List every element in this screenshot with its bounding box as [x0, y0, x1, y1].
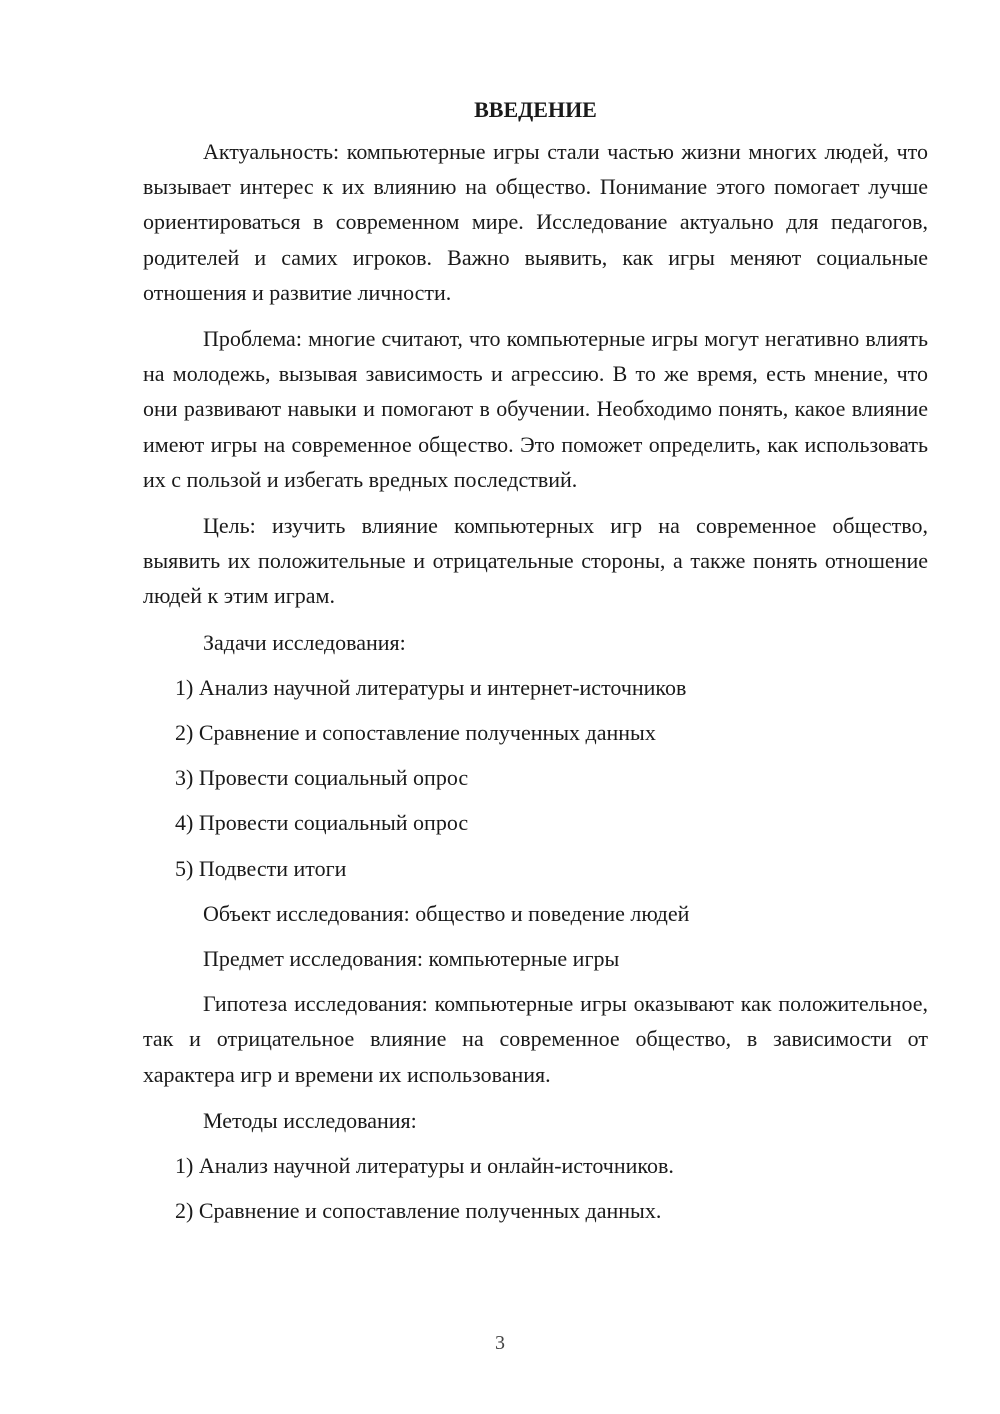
task-item: 5) Подвести итоги	[175, 855, 347, 881]
task-item: 1) Анализ научной литературы и интернет-источников	[175, 674, 687, 700]
subject-line: Предмет исследования: компьютерные игры	[203, 946, 620, 972]
relevance-paragraph: Актуальность: компьютерные игры стали частью жизни многих людей, что вызывает интерес к их влиянию на общество. Понимание этого помогает лучше ориентироваться в современном мире. Исследование актуально для педагогов, родителей и самих игроков. Важно выявить, как игры меняют социальные отношения и развитие личности.	[143, 139, 928, 305]
document-page	[143, 88, 928, 1238]
section-heading: ВВЕДЕНИЕ	[474, 97, 597, 122]
goal-paragraph: Цель: изучить влияние компьютерных игр на современное общество, выявить их положительные и отрицательные стороны, а также понять отношение людей к этим играм.	[143, 513, 928, 609]
methods-label: Методы исследования:	[203, 1107, 417, 1133]
task-item: 4) Провести социальный опрос	[175, 810, 469, 836]
task-item: 2) Сравнение и сопоставление полученных данных	[175, 720, 656, 746]
task-item: 3) Провести социальный опрос	[175, 765, 469, 791]
page-number: 3	[495, 1332, 505, 1354]
tasks-label: Задачи исследования:	[203, 629, 406, 655]
object-line: Объект исследования: общество и поведение людей	[203, 900, 690, 926]
problem-paragraph: Проблема: многие считают, что компьютерные игры могут негативно влиять на молодежь, вызывая зависимость и агрессию. В то же время, есть мнение, что они развивают навыки и помогают в обучении. Необходимо понять, какое влияние имеют игры на современное общество. Это поможет определить, как использовать их с пользой и избегать вредных последствий.	[143, 326, 928, 492]
method-item: 1) Анализ научной литературы и онлайн-источников.	[175, 1153, 674, 1179]
method-item: 2) Сравнение и сопоставление полученных данных.	[175, 1198, 662, 1224]
hypothesis-paragraph: Гипотеза исследования: компьютерные игры оказывают как положительное, так и отрицательное влияние на современное общество, в зависимости от характера игр и времени их использования.	[143, 991, 928, 1087]
